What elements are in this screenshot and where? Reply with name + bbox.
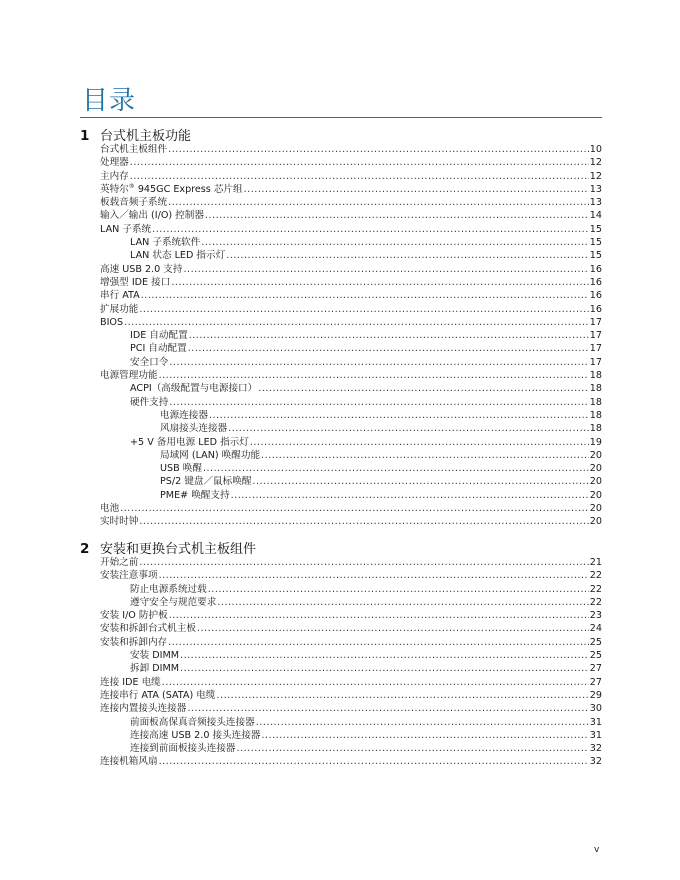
toc-entry[interactable] bbox=[80, 236, 602, 249]
toc-entry-label bbox=[130, 742, 236, 755]
toc-entry-page: 18 bbox=[589, 383, 602, 395]
toc-entry-page: 16 bbox=[589, 303, 602, 315]
dot-leader bbox=[139, 556, 588, 569]
toc-entry[interactable] bbox=[80, 143, 602, 156]
dot-leader bbox=[256, 716, 589, 729]
dot-leader bbox=[159, 369, 589, 382]
toc-entry-page: 14 bbox=[589, 210, 602, 222]
toc-entry-page: 18 bbox=[589, 370, 602, 382]
toc-entry[interactable] bbox=[80, 356, 602, 369]
toc-entry-text: 主内存 bbox=[100, 170, 129, 182]
toc-entry-label bbox=[160, 475, 251, 488]
toc-entry-label bbox=[100, 556, 138, 569]
toc-entry[interactable] bbox=[80, 742, 602, 755]
dot-leader bbox=[208, 583, 589, 596]
toc-entry[interactable] bbox=[80, 422, 602, 435]
toc-entry-label bbox=[100, 702, 186, 715]
toc-entry-text: 前面板高保真音频接头连接器 bbox=[130, 716, 255, 728]
dot-leader bbox=[159, 755, 589, 768]
section-title: 安装和更换台式机主板组件 bbox=[100, 542, 257, 557]
toc-entry-page: 17 bbox=[589, 343, 602, 355]
toc-entry-label bbox=[100, 609, 168, 622]
toc-entry-page: 17 bbox=[589, 330, 602, 342]
toc-entry-page: 31 bbox=[589, 716, 602, 728]
toc-entry-text: 安装 I/O 防护板 bbox=[100, 610, 168, 622]
toc-entry-label bbox=[130, 729, 260, 742]
toc-entry-page: 20 bbox=[589, 503, 602, 515]
toc-section-2 bbox=[80, 538, 602, 769]
toc-entry[interactable] bbox=[80, 449, 602, 462]
dot-leader bbox=[169, 609, 589, 622]
toc-entry-label bbox=[100, 676, 161, 689]
toc-entry[interactable] bbox=[80, 662, 602, 675]
toc-entry-page: 25 bbox=[589, 636, 602, 648]
toc-entry-text: 台式机主板组件 bbox=[100, 144, 168, 155]
toc-entry-label bbox=[130, 249, 225, 262]
dot-leader bbox=[168, 143, 589, 156]
toc-entry[interactable] bbox=[80, 170, 602, 183]
toc-entry-page: 16 bbox=[589, 290, 602, 302]
toc-entry-page: 12 bbox=[589, 170, 602, 182]
toc-entry[interactable] bbox=[80, 396, 602, 409]
toc-entry[interactable] bbox=[80, 609, 602, 622]
toc-entry[interactable] bbox=[80, 502, 602, 515]
toc-entry[interactable] bbox=[80, 156, 602, 169]
toc-entry-label bbox=[100, 143, 167, 156]
toc-entry-label bbox=[100, 569, 158, 582]
toc-entry-page: 15 bbox=[589, 237, 602, 249]
toc-entry-page: 18 bbox=[589, 396, 602, 408]
toc-entry-label bbox=[160, 449, 260, 462]
toc-entry[interactable] bbox=[80, 316, 602, 329]
toc-entry-text: 输入／输出 (I/O) 控制器 bbox=[100, 210, 204, 222]
toc-entry-page: 25 bbox=[589, 650, 602, 662]
dot-leader bbox=[217, 596, 588, 609]
section-number: 2 bbox=[80, 541, 90, 557]
toc-entry-text: 局域网 (LAN) 唤醒功能 bbox=[160, 449, 261, 461]
toc-entry-text: 连接高速 USB 2.0 接头连接器 bbox=[130, 729, 261, 741]
toc-entry-page: 22 bbox=[589, 583, 602, 595]
toc-section-1 bbox=[80, 125, 602, 529]
toc-entry-text: 连接串行 ATA (SATA) 电缆 bbox=[100, 689, 216, 701]
toc-entry[interactable] bbox=[80, 263, 602, 276]
toc-entry-label bbox=[130, 649, 179, 662]
toc-entry-text: 安装注意事项 bbox=[100, 570, 158, 582]
toc-entry[interactable] bbox=[80, 249, 602, 262]
toc-entry-text: 安全口令 bbox=[130, 356, 169, 368]
toc-entry-text: 电源连接器 bbox=[160, 409, 208, 421]
toc-entry[interactable] bbox=[80, 183, 602, 196]
toc-entry[interactable] bbox=[80, 209, 602, 222]
dot-leader bbox=[252, 475, 588, 488]
toc-entry-label bbox=[130, 396, 168, 409]
toc-entry-page: 32 bbox=[589, 743, 602, 755]
toc-entry-text: 英特尔 bbox=[100, 183, 129, 195]
title-divider bbox=[80, 117, 602, 118]
toc-entry-label bbox=[100, 316, 123, 329]
toc-entry-page: 20 bbox=[589, 449, 602, 461]
dot-leader bbox=[228, 422, 589, 435]
toc-entry-label bbox=[100, 156, 129, 169]
toc-entry-label bbox=[130, 382, 257, 395]
toc-entry-page: 17 bbox=[589, 316, 602, 328]
toc-entry-text: 电池 bbox=[100, 503, 120, 515]
dot-leader bbox=[169, 356, 588, 369]
toc-entry-page: 20 bbox=[589, 516, 602, 528]
toc-entry-text: 遵守安全与规范要求 bbox=[130, 596, 217, 608]
toc-entry-text: 处理器 bbox=[100, 157, 129, 169]
toc-entry[interactable] bbox=[80, 622, 602, 635]
toc-entry-text: 防止电源系统过载 bbox=[130, 583, 207, 595]
toc-entry-text: 连接机箱风扇 bbox=[100, 756, 158, 768]
toc-entry[interactable] bbox=[80, 689, 602, 702]
toc-entry-text: 连接到前面板接头连接器 bbox=[130, 743, 236, 755]
toc-entry[interactable] bbox=[80, 716, 602, 729]
dot-leader bbox=[205, 209, 589, 222]
dot-leader bbox=[168, 196, 589, 209]
toc-entry-page: 22 bbox=[589, 570, 602, 582]
toc-entry-text-suffix: 945GC Express 芯片组 bbox=[134, 183, 243, 195]
toc-entry-text: IDE 自动配置 bbox=[130, 330, 188, 342]
toc-entry-text: BIOS bbox=[100, 316, 124, 328]
toc-entry-label bbox=[100, 515, 138, 528]
toc-entry[interactable] bbox=[80, 409, 602, 422]
toc-entry-page: 13 bbox=[589, 197, 602, 209]
dot-leader bbox=[244, 183, 589, 196]
trademark-symbol: ® bbox=[128, 182, 135, 190]
toc-entry-page: 23 bbox=[589, 610, 602, 622]
dot-leader bbox=[168, 636, 589, 649]
toc-entry-label bbox=[100, 502, 119, 515]
toc-entry-page: 31 bbox=[589, 729, 602, 741]
toc-entry-text: +5 V 备用电源 LED 指示灯 bbox=[130, 436, 249, 448]
toc-entry-text: 板载音频子系统 bbox=[100, 197, 168, 209]
toc-entry-text: PS/2 键盘／鼠标唤醒 bbox=[160, 476, 252, 488]
toc-entry-label bbox=[100, 622, 196, 635]
dot-leader bbox=[139, 303, 588, 316]
toc-entry-text: 安装和拆卸内存 bbox=[100, 636, 168, 648]
dot-leader bbox=[141, 289, 589, 302]
toc-entry-page: 15 bbox=[589, 250, 602, 262]
toc-entry[interactable] bbox=[80, 489, 602, 502]
toc-entry[interactable] bbox=[80, 556, 602, 569]
dot-leader bbox=[226, 249, 589, 262]
dot-leader bbox=[130, 170, 589, 183]
toc-entry-text: 安装 DIMM bbox=[130, 650, 180, 662]
toc-entry-page: 12 bbox=[589, 157, 602, 169]
toc-entry-text: LAN 子系统软件 bbox=[130, 237, 201, 249]
toc-entry-label bbox=[130, 356, 168, 369]
toc-entry-label bbox=[100, 183, 243, 196]
toc-entry-page: 20 bbox=[589, 476, 602, 488]
toc-entry-text: 实时时钟 bbox=[100, 516, 139, 528]
toc-entry-text: 拆卸 DIMM bbox=[130, 663, 180, 675]
toc-entry[interactable] bbox=[80, 303, 602, 316]
toc-entry[interactable] bbox=[80, 729, 602, 742]
section-number: 1 bbox=[80, 128, 90, 144]
toc-entry-text: 安装和拆卸台式机主板 bbox=[100, 623, 196, 635]
toc-entry-label bbox=[130, 342, 187, 355]
dot-leader bbox=[250, 436, 589, 449]
dot-leader bbox=[188, 342, 589, 355]
toc-entry[interactable] bbox=[80, 583, 602, 596]
dot-leader bbox=[261, 729, 588, 742]
dot-leader bbox=[258, 382, 589, 395]
dot-leader bbox=[261, 449, 589, 462]
toc-entry[interactable] bbox=[80, 636, 602, 649]
toc-entry[interactable] bbox=[80, 382, 602, 395]
toc-entry-page: 20 bbox=[589, 463, 602, 475]
dot-leader bbox=[197, 622, 589, 635]
dot-leader bbox=[180, 662, 589, 675]
toc-entry-label bbox=[160, 489, 230, 502]
toc-entry-label bbox=[130, 436, 249, 449]
toc-entry-label bbox=[100, 289, 140, 302]
toc-entry-text: 硬件支持 bbox=[130, 396, 169, 408]
dot-leader bbox=[209, 409, 589, 422]
toc-entry-page: 24 bbox=[589, 623, 602, 635]
toc-entry-label bbox=[100, 755, 158, 768]
dot-leader bbox=[189, 329, 589, 342]
toc-entry-label bbox=[160, 462, 202, 475]
toc-entry-label bbox=[100, 276, 170, 289]
toc-entry[interactable] bbox=[80, 223, 602, 236]
toc-entry[interactable] bbox=[80, 329, 602, 342]
toc-entry-label bbox=[160, 409, 208, 422]
toc-entry-label bbox=[130, 596, 216, 609]
toc-entry-text: LAN 子系统 bbox=[100, 223, 152, 235]
dot-leader bbox=[159, 569, 589, 582]
toc-entry-page: 18 bbox=[589, 423, 602, 435]
toc-entry-label bbox=[100, 196, 167, 209]
toc-entry[interactable] bbox=[80, 369, 602, 382]
toc-entry[interactable] bbox=[80, 515, 602, 528]
toc-entry-text: ACPI（高级配置与电源接口） bbox=[130, 383, 258, 395]
toc-entry[interactable] bbox=[80, 342, 602, 355]
dot-leader bbox=[183, 263, 588, 276]
dot-leader bbox=[139, 515, 588, 528]
dot-leader bbox=[187, 702, 588, 715]
toc-entry-page: 20 bbox=[589, 489, 602, 501]
toc-entry-page: 21 bbox=[589, 557, 602, 568]
toc-entry-label bbox=[130, 236, 200, 249]
toc-entry-label bbox=[130, 583, 207, 596]
section-heading bbox=[80, 538, 602, 556]
toc-entry-label bbox=[160, 422, 227, 435]
toc-entry-page: 29 bbox=[589, 689, 602, 701]
toc-entry-page: 10 bbox=[589, 144, 602, 155]
toc-entry-page: 19 bbox=[589, 436, 602, 448]
dot-leader bbox=[162, 676, 589, 689]
toc-entry[interactable] bbox=[80, 676, 602, 689]
dot-leader bbox=[201, 236, 588, 249]
toc-entries bbox=[80, 143, 602, 529]
toc-entry-text: USB 唤醒 bbox=[160, 463, 202, 475]
dot-leader bbox=[216, 689, 588, 702]
toc-entry-text: LAN 状态 LED 指示灯 bbox=[130, 250, 226, 262]
toc-entry-page: 16 bbox=[589, 276, 602, 288]
page-title: 目录 bbox=[82, 86, 137, 116]
toc-entry-label bbox=[130, 662, 179, 675]
toc-entry-text: PCI 自动配置 bbox=[130, 343, 187, 355]
page-number: v bbox=[594, 845, 600, 855]
toc-entry-label bbox=[100, 689, 215, 702]
toc-entry[interactable] bbox=[80, 755, 602, 768]
toc-entry-label bbox=[130, 716, 255, 729]
toc-entry-text: 连接 IDE 电缆 bbox=[100, 676, 161, 688]
toc-entry-text: 串行 ATA bbox=[100, 290, 140, 302]
toc-entry-page: 15 bbox=[589, 223, 602, 235]
dot-leader bbox=[171, 276, 588, 289]
toc-entry-text: 开始之前 bbox=[100, 557, 139, 568]
section-title: 台式机主板功能 bbox=[100, 129, 192, 144]
toc-entry[interactable] bbox=[80, 702, 602, 715]
toc-entry-label bbox=[100, 223, 151, 236]
toc-entry-page: 18 bbox=[589, 409, 602, 421]
dot-leader bbox=[169, 396, 588, 409]
toc-entry-page: 17 bbox=[589, 356, 602, 368]
toc-entry-page: 32 bbox=[589, 756, 602, 768]
dot-leader bbox=[203, 462, 589, 475]
toc-entry-label bbox=[130, 329, 188, 342]
toc-entry-text: PME# 唤醒支持 bbox=[160, 489, 230, 501]
dot-leader bbox=[237, 742, 589, 755]
section-heading bbox=[80, 125, 602, 143]
toc-entry-text: 风扇接头连接器 bbox=[160, 423, 228, 435]
toc-entry-text: 增强型 IDE 接口 bbox=[100, 276, 171, 288]
toc-entry[interactable] bbox=[80, 475, 602, 488]
dot-leader bbox=[231, 489, 589, 502]
toc-entries bbox=[80, 556, 602, 769]
toc-entry-page: 27 bbox=[589, 663, 602, 675]
toc-entry-page: 13 bbox=[589, 183, 602, 195]
toc-entry-text: 连接内置接头连接器 bbox=[100, 703, 187, 715]
toc-entry-text: 扩展功能 bbox=[100, 303, 139, 315]
toc-entry-label bbox=[100, 636, 167, 649]
toc-entry-label bbox=[100, 263, 182, 276]
toc-entry-page: 30 bbox=[589, 703, 602, 715]
toc-entry[interactable] bbox=[80, 569, 602, 582]
dot-leader bbox=[124, 316, 589, 329]
toc-entry-label bbox=[100, 170, 129, 183]
toc-entry[interactable] bbox=[80, 436, 602, 449]
toc-entry[interactable] bbox=[80, 596, 602, 609]
toc-entry[interactable] bbox=[80, 649, 602, 662]
toc-entry[interactable] bbox=[80, 462, 602, 475]
toc-entry-page: 16 bbox=[589, 263, 602, 275]
toc-entry-label bbox=[100, 303, 138, 316]
dot-leader bbox=[120, 502, 589, 515]
toc-entry[interactable] bbox=[80, 276, 602, 289]
toc-entry-label bbox=[100, 369, 158, 382]
dot-leader bbox=[130, 156, 589, 169]
toc-entry-text: 高速 USB 2.0 支持 bbox=[100, 263, 183, 275]
toc-entry[interactable] bbox=[80, 196, 602, 209]
dot-leader bbox=[152, 223, 589, 236]
toc-entry-label bbox=[100, 209, 204, 222]
toc-entry-text: 电源管理功能 bbox=[100, 370, 158, 382]
dot-leader bbox=[180, 649, 589, 662]
toc-entry[interactable] bbox=[80, 289, 602, 302]
toc-entry-page: 27 bbox=[589, 676, 602, 688]
toc-entry-page: 22 bbox=[589, 596, 602, 608]
